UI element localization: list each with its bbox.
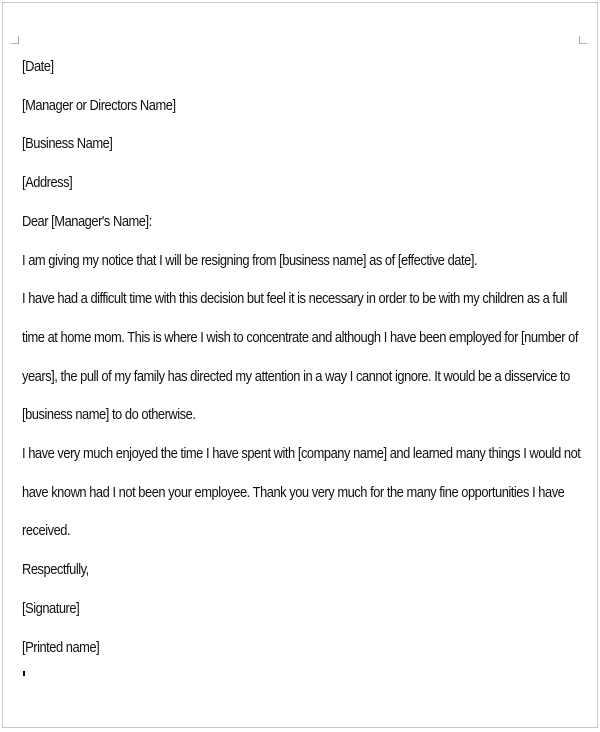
paragraph-reason-line-2: time at home mom. This is where I wish to concentrate and although I have been employed for [number of: [22, 328, 578, 346]
letter-body[interactable]: [22, 48, 581, 667]
signature-placeholder: [Signature]: [22, 599, 80, 617]
printed-name-placeholder: [Printed name]: [22, 638, 100, 656]
salutation: Dear [Manager's Name]:: [22, 212, 152, 230]
paragraph-thanks-line-3: received.: [22, 522, 71, 540]
paragraph-thanks-line-1: I have very much enjoyed the time I have spent with [company name] and learned many things I would not: [22, 445, 581, 463]
document-page[interactable]: [2, 2, 598, 728]
recipient-name-placeholder: [Manager or Directors Name]: [22, 96, 176, 114]
address-placeholder: [Address]: [22, 174, 73, 192]
crop-mark-top-left: [11, 36, 19, 44]
date-placeholder: [Date]: [22, 58, 54, 75]
text-cursor: [23, 671, 25, 676]
paragraph-notice: I am giving my notice that I will be resigning from [business name] as of [effective date].: [22, 251, 478, 269]
paragraph-reason-line-3: years], the pull of my family has directed my attention in a way I cannot ignore. It would be a disservice to: [22, 367, 570, 385]
closing: Respectfully,: [22, 561, 89, 579]
paragraph-reason-line-4: [business name] to do otherwise.: [22, 406, 196, 424]
business-name-placeholder: [Business Name]: [22, 135, 113, 153]
paragraph-thanks-line-2: have known had I not been your employee. Thank you very much for the many fine opportunities I have: [22, 483, 565, 501]
crop-mark-top-right: [579, 36, 587, 44]
paragraph-reason-line-1: I have had a difficult time with this decision but feel it is necessary in order to be with my children as a full: [22, 290, 568, 308]
